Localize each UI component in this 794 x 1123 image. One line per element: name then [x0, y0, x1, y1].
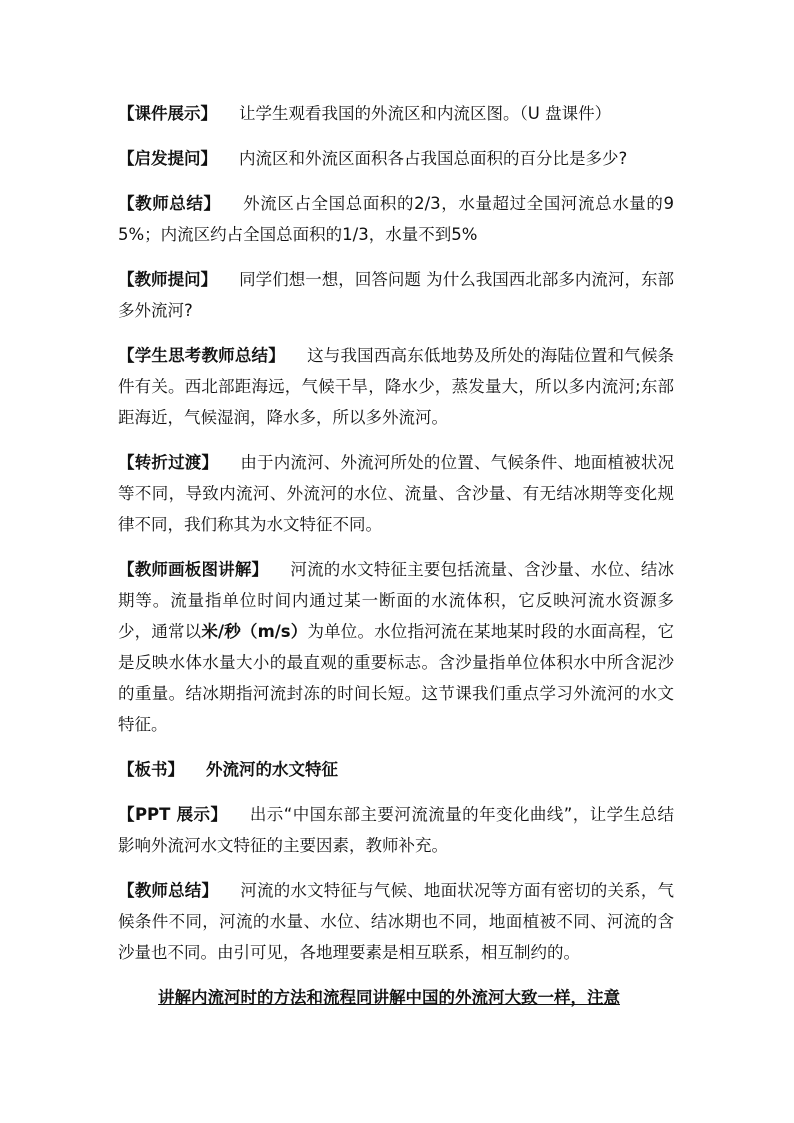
paragraph-tag: 【教师总结】	[118, 194, 221, 213]
paragraph-ppt-display	[118, 799, 674, 861]
paragraph-teacher-summary-2	[118, 875, 674, 968]
paragraph-text: 为单位。水位指河流在某地某时段的水面高程，它是反映水体水量大小的最直观的重要标志。含沙量指单位体积水中所含泥沙的重量。结冰期指河流封冻的时间长短。这节课我们重点学习外流河的水文特征。	[118, 622, 675, 734]
paragraph-tag: 【PPT 展示】	[118, 805, 228, 824]
paragraph-inspire-question	[118, 143, 674, 174]
paragraph-tag: 【教师画板图讲解】	[118, 560, 269, 579]
paragraph-text: 河流的水文特征主要包括流量、含沙量、水位、结冰期等。流量指单位时间内通过某一断面的水流体积，它反映河流水资源多少，通常以	[118, 560, 674, 641]
paragraph-courseware-display	[118, 98, 674, 129]
paragraph-teacher-summary-1	[118, 188, 674, 250]
paragraph-text: 出示“中国东部主要河流流量的年变化曲线”，让学生总结影响外流河水文特征的主要因素，教师补充。	[118, 805, 674, 855]
paragraph-tag: 【启发提问】	[118, 149, 217, 168]
paragraph-transition	[118, 447, 674, 540]
flow-unit-text: 米/秒（m/s）	[201, 622, 308, 641]
paragraph-text: 由于内流河、外流河所处的位置、气候条件、地面植被状况等不同，导致内流河、外流河的水位、流量、含沙量、有无结冰期等变化规律不同，我们称其为水文特征不同。	[118, 453, 674, 534]
paragraph-text: 河流的水文特征与气候、地面状况等方面有密切的关系，气候条件不同，河流的水量、水位、结冰期也不同，地面植被不同、河流的含沙量也不同。由引可见，各地理要素是相互联系，相互制约的。	[118, 881, 674, 962]
paragraph-tag: 【课件展示】	[118, 104, 217, 123]
paragraph-tag: 【教师提问】	[118, 270, 218, 289]
paragraph-tag: 【转折过渡】	[118, 453, 219, 472]
paragraph-text: 让学生观看我国的外流区和内流区图。（U 盘课件）	[239, 104, 612, 123]
paragraph-tag: 【教师总结】	[118, 881, 219, 900]
paragraph-teacher-question	[118, 264, 674, 326]
paragraph-text: 这与我国西高东低地势及所处的海陆位置和气候条件有关。西北部距海远，气候干旱，降水少，蒸发量大，所以多内流河;东部距海近，气候湿润，降水多，所以多外流河。	[118, 346, 674, 427]
paragraph-tag: 【板书】	[118, 760, 184, 779]
paragraph-text: 内流区和外流区面积各占我国总面积的百分比是多少?	[239, 149, 628, 168]
paragraph-text: 外流区占全国总面积的2/3，水量超过全国河流总水量的95%；内流区约占全国总面积的1/3，水量不到5%	[118, 194, 674, 244]
paragraph-blackboard	[118, 754, 674, 785]
paragraph-tag: 【学生思考教师总结】	[118, 346, 285, 365]
paragraph-text: 同学们想一想，回答问题 为什么我国西北部多内流河，东部多外流河?	[118, 270, 674, 320]
blackboard-title: 外流河的水文特征	[206, 760, 338, 779]
final-underlined-line: 讲解内流河时的方法和流程同讲解中国的外流河大致一样，注意	[158, 988, 620, 1007]
paragraph-student-thinking	[118, 340, 674, 433]
paragraph-board-explanation	[118, 554, 674, 740]
